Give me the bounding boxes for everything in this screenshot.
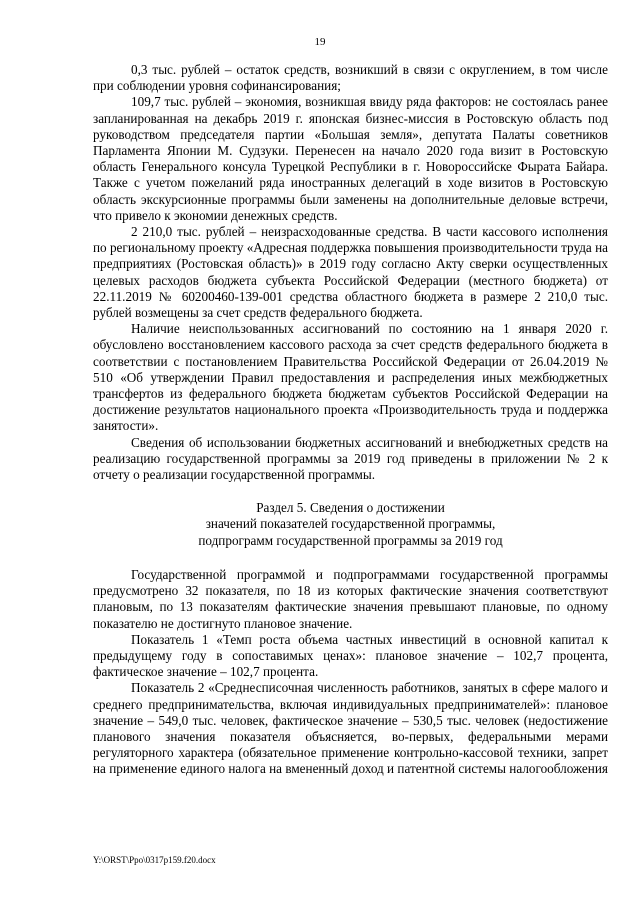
paragraph-unused-allocations: Наличие неиспользованных ассигнований по состоянию на 1 января 2020 г. обусловлено восстановлением кассового расхода за счет средств федерального бюджета в соответствии с постановлением Правительства Российской Федерации от 26.04.2019 № 510 «Об утверждении Правил предоставления и распределения иных межбюджетных трансфертов из федерального бюджета бюджетам субъектов Российской Федерации на достижение результатов национального проекта «Производительность труда и поддержка занятости».	[93, 321, 608, 434]
paragraph-budget-usage-info: Сведения об использовании бюджетных ассигнований и внебюджетных средств на реализацию государственной программы за 2019 год приведены в приложении № 2 к отчету о реализации государственной программы.	[93, 434, 608, 483]
paragraph-indicators-summary: Государственной программой и подпрограммами государственной программы предусмотрено 32 показателя, по 18 из которых фактические значения соответствуют плановым, по 13 показателям фактические значения превышают плановые, по одному показателю не достигнуто плановое значение.	[93, 566, 608, 631]
paragraph-economy-factors: 109,7 тыс. рублей – экономия, возникшая ввиду ряда факторов: не состоялась ранее запланированная на декабрь 2019 г. японская бизнес-миссия в Ростовскую область под руководством председателя партии «Большая земля», депутата Палаты советников Парламента Японии М. Судзуки. Перенесен на начало 2020 года визит в Ростовскую область Генерального консула Турецкой Республики в г. Новороссийске Фырата Байара. Также с учетом пожеланий ряда иностранных делегаций в ходе визитов в Ростовскую область экскурсионные программы были заменены на дополнительные деловые встречи, что привело к экономии денежных средств.	[93, 94, 608, 223]
paragraph-rounding-remainder: 0,3 тыс. рублей – остаток средств, возникший в связи с округлением, в том числе при соблюдении уровня софинансирования;	[93, 62, 608, 94]
paragraph-unspent-funds: 2 210,0 тыс. рублей – неизрасходованные средства. В части кассового исполнения по региональному проекту «Адресная поддержка повышения производительности труда на предприятиях (Ростовская область)» в 2019 году согласно Акту сверки осуществленных целевых расходов бюджета субъекта Российской Федерации (местного бюджета) от 22.11.2019 № 60200460-139-001 средства областного бюджета в размере 2 210,0 тыс. рублей возмещены за счет средств федерального бюджета.	[93, 224, 608, 321]
paragraph-indicator-2: Показатель 2 «Среднесписочная численность работников, занятых в сфере малого и среднего предпринимательства, включая индивидуальных предпринимателей»: плановое значение – 549,0 тыс. человек, фактическое значение – 530,5 тыс. человек (недостижение планового значения показателя объясняется, во-первых, федеральными мерами регуляторного характера (обязательное применение контрольно-кассовой техники, запрет на применение единого налога на вмененный доход и патентной системы налогообложения	[93, 680, 608, 777]
section-heading-line-1: Раздел 5. Сведения о достижении	[256, 500, 445, 516]
section-heading-line-2: значений показателей государственной программы,	[205, 516, 496, 532]
section-heading	[93, 500, 608, 549]
paragraph-indicator-1: Показатель 1 «Темп роста объема частных инвестиций в основной капитал к предыдущему году в сопоставимых ценах»: плановое значение – 102,7 процента, фактическое значение – 102,7 процента.	[93, 631, 608, 680]
document-body	[93, 62, 608, 778]
section-heading-line-3: подпрограмм государственной программы за 2019 год	[198, 532, 503, 548]
page-number: 19	[314, 36, 326, 48]
footer-file-path: Y:\ORST\Ppo\0317p159.f20.docx	[93, 855, 216, 865]
